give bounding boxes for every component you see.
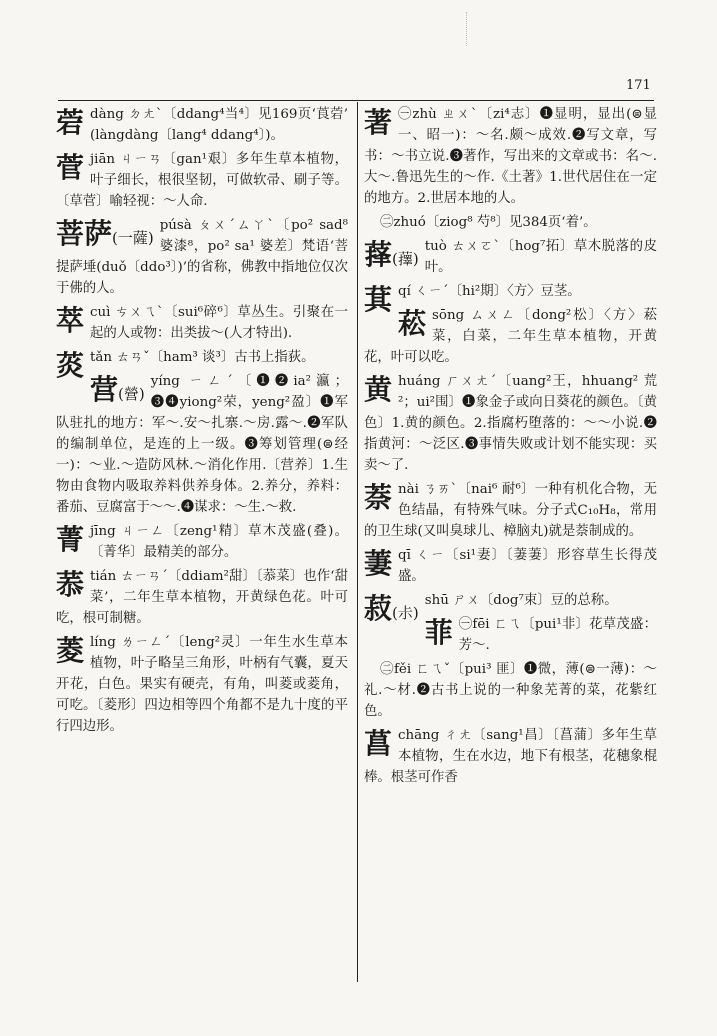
- entry-headword: 菅: [56, 151, 85, 184]
- dictionary-entry: [364, 545, 657, 587]
- entry-headword: 著: [364, 106, 393, 139]
- entry-headword: 萁: [364, 283, 393, 316]
- entry-headword: 营(營): [90, 373, 145, 406]
- entry-definition: ㊁zhuó〔ziog⁸ 芍⁸〕见384页‘着’。: [380, 215, 597, 230]
- entry-definition: líng ㄌㄧㄥˊ〔leng²灵〕一年生水生草本植物，叶子略呈三角形，叶柄有气囊，夏天开花，白色。果实有硬壳，有角，叫菱或菱角，可吃。〔菱形〕四边相等四个角都不是九十度的平行四边形。: [56, 635, 348, 734]
- entry-definition: púsà ㄆㄨˊㄙㄚˋ〔po² sad⁸ 婆漆⁸，po² sa¹ 婆差〕梵语‘菩提萨埵(duǒ〔ddo³〕)’的省称，佛教中指地位仅次于佛的人。: [56, 218, 348, 296]
- dictionary-entry: [364, 236, 657, 278]
- right-column: [364, 104, 657, 791]
- entry-definition: nài ㄋㄞˋ〔nai⁶ 耐⁶〕一种有机化合物，无色结晶，有特殊气味。分子式C₁₀H₈，常用的卫生球(又叫臭球儿、樟脑丸)就是萘制成的。: [364, 482, 657, 539]
- entry-definition: qí ㄑㄧˊ〔hi²期〕〈方〉豆茎。: [398, 284, 581, 299]
- entry-definition: cuì ㄘㄨㄟˋ〔sui⁶碎⁶〕草丛生。引聚在一起的人或物：出类拔～(人才特出).: [90, 305, 348, 341]
- entry-headword: 萚(蘀): [364, 238, 419, 271]
- dictionary-entry: [56, 104, 348, 146]
- entry-definition: tǎn ㄊㄢˇ〔ham³ 谈³〕古书上指荻。: [90, 350, 315, 365]
- dictionary-entry: [56, 215, 348, 299]
- dictionary-entry: [364, 590, 657, 625]
- entry-headword-variant: (蘀): [392, 250, 419, 268]
- dictionary-entry: [364, 281, 657, 316]
- entry-definition: huáng ㄏㄨㄤˊ〔uang²王，hhuang² 荒²；ui²围〕❶象金子或向日葵花的颜色。〔黄色〕1.黄的颜色。2.指腐朽堕落的：～～小说.❷指黄河：～泛区.❸事情失败或计划不能实现：买卖～了.: [364, 374, 657, 473]
- entry-headword: 菱: [56, 634, 85, 667]
- dictionary-entry: [56, 371, 348, 518]
- entry-definition: qī ㄑㄧ〔si¹妻〕〔萋萋〕形容草生长得茂盛。: [398, 548, 657, 584]
- entry-definition: tián ㄊㄧㄢˊ〔ddiam²甜〕〔菾菜〕也作‘甜菜’，二年生草本植物，开黄绿色花。叶可吃，根可制糖。: [56, 569, 348, 626]
- dictionary-entry: [56, 302, 348, 344]
- dictionary-entry: [56, 566, 348, 629]
- dictionary-entry: [56, 149, 348, 212]
- entry-headword: 菘: [398, 307, 427, 340]
- entry-definition: ㊀zhù ㄓㄨˋ〔zi⁴志〕❶显明，显出(⊜显一、昭一)：～名.颇～成效.❷写文章，写书：～书立说.❸著作，写出来的文章或书：名～.大～.鲁迅先生的～作.《土著》1.世代居住在一定的地方。2.世居本地的人。: [364, 107, 657, 206]
- dictionary-entry: [364, 305, 657, 368]
- dictionary-entry: [364, 212, 657, 233]
- dictionary-entry: [364, 659, 657, 722]
- entry-definition: yíng ㄧㄥˊ〔❶❷ia²瀛；❸❹yiong²荣，yeng²盈〕❶军队驻扎的地方：军～.安～扎寨.～房.露～.❷军队的编制单位，是连的上一级。❸筹划管理(⊜经一)：～业.～造防风林.～消化作用.〔营养〕1.生物由食物内吸取养料供养身体。2.养分，养料：番茄、豆腐富于～～.❹谋求：～生.～救.: [56, 374, 348, 515]
- dictionary-entry: [364, 614, 657, 656]
- entry-definition: tuò ㄊㄨㄛˋ〔hog⁷拓〕草木脱落的皮叶。: [424, 239, 657, 275]
- entry-headword: 萃: [56, 304, 85, 337]
- entry-headword: 菩萨(一薩): [56, 217, 154, 250]
- entry-headword: 菁: [56, 523, 85, 556]
- entry-headword: 菲: [424, 616, 453, 649]
- dictionary-entry: [364, 479, 657, 542]
- entry-headword: 菖: [364, 727, 393, 760]
- scan-mark: [466, 12, 481, 46]
- entry-headword: 萋: [364, 547, 393, 580]
- dictionary-entry: [364, 371, 657, 476]
- entry-headword: 菽(尗): [364, 592, 419, 625]
- entry-definition: shū ㄕㄨ〔dog⁷束〕豆的总称。: [424, 593, 618, 608]
- entry-definition: ㊀fēi ㄈㄟ〔pui¹非〕花草茂盛：芳～.: [458, 617, 657, 653]
- dictionary-entry: [364, 104, 657, 209]
- entry-definition: jīng ㄐㄧㄥ〔zeng¹精〕草木茂盛(叠)。〔菁华〕最精美的部分。: [90, 524, 348, 560]
- entry-definition: dàng ㄉㄤˋ〔ddang⁴当⁴〕见169页‘莨菪’ (làngdàng〔lang⁴ ddang⁴〕)。: [90, 107, 348, 143]
- entry-headword: 萘: [364, 481, 393, 514]
- entry-definition: chāng ㄔㄤ〔sang¹昌〕〔菖蒲〕多年生草本植物，生在水边，地下有根茎，花穗象棍棒。根茎可作香: [364, 728, 657, 785]
- entry-headword: 菪: [56, 106, 85, 139]
- entry-headword-variant: (尗): [392, 604, 419, 622]
- entry-definition: jiān ㄐㄧㄢ〔gan¹艰〕多年生草本植物，叶子细长，根很坚韧，可做软帚、刷子等。〔草菅〕喻轻视：～人命.: [56, 152, 348, 209]
- dictionary-entry: [56, 632, 348, 737]
- left-column: [56, 104, 348, 740]
- entry-definition: sōng ㄙㄨㄥ〔dong²松〕〈方〉菘菜，白菜，二年生草本植物，开黄花，叶可以吃。: [364, 308, 657, 365]
- entry-headword-variant: (一薩): [112, 229, 154, 247]
- entry-headword: 菼: [56, 349, 85, 382]
- header-rule: [58, 100, 654, 101]
- dictionary-entry: [56, 347, 348, 382]
- entry-headword: 黄: [364, 373, 393, 406]
- dictionary-entry: [364, 725, 657, 788]
- dictionary-entry: [56, 521, 348, 563]
- entry-headword-variant: (營): [118, 385, 145, 403]
- entry-headword: 菾: [56, 568, 85, 601]
- page-number: 171: [626, 78, 651, 93]
- column-divider: [357, 102, 358, 982]
- entry-definition: ㊁fěi ㄈㄟˇ〔pui³ 匪〕❶微，薄(⊜一薄)：～礼.～材.❷古书上说的一种象芜菁的菜，花紫红色。: [364, 662, 657, 719]
